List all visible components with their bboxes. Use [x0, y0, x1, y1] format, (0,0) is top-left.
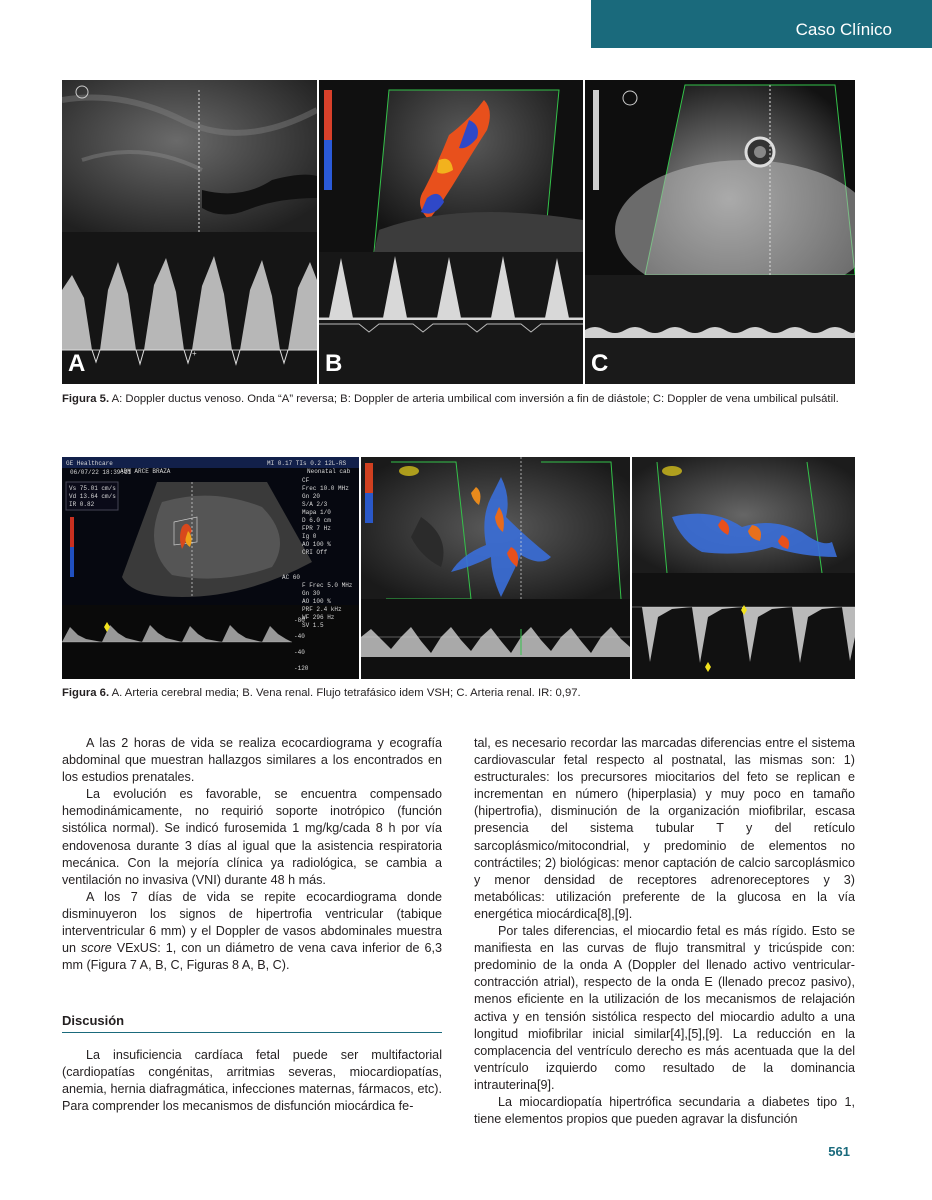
measure-vd: Vd 13.64 cm/s — [69, 493, 116, 500]
figure5-panel-a — [62, 80, 317, 384]
figure6-panel-c — [632, 457, 855, 679]
svg-text:Gn 30: Gn 30 — [302, 590, 321, 597]
paragraph: La evolución es favorable, se encuentra compensado hemodinámicamente, no requirió soporte inotrópico (función sistólica normal). Se indicó furosemida 1 mg/kg/cada 8 h por vía endovenosa durante 3 días al igual que la asistencia respiratoria mecánica. Con la mejoría clínica ya radiológica, se cambia a ventilación no invasiva (VNI) durante 48 h más. — [62, 787, 442, 887]
ultrasound-image — [319, 80, 583, 384]
panel-letter-b: B — [325, 350, 343, 377]
left-column-upper — [62, 735, 442, 974]
svg-text:WF 296 Hz: WF 296 Hz — [302, 614, 335, 621]
svg-text:PRF 2.4 kHz: PRF 2.4 kHz — [302, 606, 342, 613]
paragraph: A las 2 horas de vida se realiza ecocardiograma y ecografía abdominal que muestran hallazgos similares a los encontrados en los estudios prenatales. — [62, 736, 442, 785]
svg-text:AC 60: AC 60 — [282, 574, 301, 581]
screen-header-left: GE Healthcare — [66, 460, 113, 467]
svg-text:-40: -40 — [294, 649, 305, 656]
figure6-caption-text: A. Arteria cerebral media; B. Vena renal. Flujo tetrafásico idem VSH; C. Arteria renal. IR: 0,97. — [109, 687, 581, 699]
left-column-lower — [62, 1047, 442, 1115]
ultrasound-image — [62, 80, 317, 384]
figure6-caption — [62, 686, 856, 701]
svg-text:-120: -120 — [294, 665, 309, 672]
ultrasound-image — [585, 80, 855, 384]
figure6-panel-b — [361, 457, 630, 679]
ultrasound-image — [361, 457, 630, 679]
svg-text:Gn 20: Gn 20 — [302, 493, 321, 500]
paragraph: A los 7 días de vida se repite ecocardiograma donde disminuyeron los signos de hipertrofia ventricular (tabique interventricular 6 mm) y el Doppler de vasos abdominales muestra un score VExUS: 1, con un diámetro de vena cava inferior de 6,3 mm (Figura 7 A, B, C, Figuras 8 A, B, C). — [62, 889, 442, 973]
figure5-caption — [62, 392, 856, 407]
measure-vs: Vs 75.01 cm/s — [69, 485, 116, 492]
paragraph: Por tales diferencias, el miocardio fetal es más rígido. Esto se manifiesta en las curvas de flujo transmitral y tricúspide con: predominio de la onda A (Doppler del llenado activo ventricular-contracción atrial), respecto de la onda E (llenado precoz pasivo), menos eficiente en la utilización de los mecanismos de relajación activa y en tensión sistólica respecto del miocardio adulto a una longitud miofibrilar inicial similar[4],[5],[9]. La reducción en la complacencia del ventrículo derecho es más acentuada que la del ventrículo izquierdo como resultado de la dominancia intrauterina[9]. — [474, 924, 855, 1092]
svg-text:-80: -80 — [294, 617, 305, 624]
section-header-tab — [591, 0, 932, 48]
ultrasound-image — [632, 457, 855, 679]
figure5-caption-text: A: Doppler ductus venoso. Onda “A” reversa; B: Doppler de arteria umbilical com inversión a fin de diástole; C: Doppler de vena umbilical pulsátil. — [109, 393, 839, 405]
paragraph: tal, es necesario recordar las marcadas diferencias entre el sistema cardiovascular fetal respecto al postnatal, las mismas son: 1) estructurales: los precursores miocitarios del feto se replican e incrementan en número (hiperplasia) y muy poco en tamaño (hipertrofia), disminución de la organización miofibrilar, escasa presencia del sistema tubular T y del retículo sarcoplásmico/mitocondrial, y predominio de elementos no contráctiles; 2) biológicas: menor captación de calcio sarcoplásmico y menor densidad de receptores adrenoreceptores y 3) metabólicas: utilización preferente de la glucosa en la vía energética miocárdica[8],[9]. — [474, 736, 855, 921]
right-column — [474, 735, 855, 1128]
figure6-panel-a — [62, 457, 359, 679]
ultrasound-screen — [62, 457, 359, 679]
paragraph: La miocardiopatía hipertrófica secundaria a diabetes tipo 1, tiene elementos propios que pueden agravar la disfunción — [474, 1094, 855, 1127]
paragraph: La insuficiencia cardíaca fetal puede ser multifactorial (cardiopatías congénitas, arritmias severas, miocardiopatías, anemia, hernia diafragmática, infecciones maternas, fármacos, etc). Para comprender los mecanismos de disfunción miocárdica fe- — [62, 1048, 442, 1114]
svg-text:-40: -40 — [294, 633, 305, 640]
screen-date: 06/07/22 18:39:11 — [70, 469, 132, 476]
figure5-caption-label: Figura 5. — [62, 393, 110, 405]
svg-text:FPR 7 Hz: FPR 7 Hz — [302, 525, 331, 532]
svg-text:F Frec 5.0 MHz: F Frec 5.0 MHz — [302, 582, 353, 589]
section-title-discussion: Discusión — [62, 1013, 442, 1033]
svg-text:D 6.0 cm: D 6.0 cm — [302, 517, 331, 524]
svg-text:+: + — [192, 349, 197, 358]
svg-text:CRI Off: CRI Off — [302, 549, 328, 556]
figure6-caption-label: Figura 6. — [62, 687, 110, 699]
svg-text:Frec 10.0 MHz: Frec 10.0 MHz — [302, 485, 349, 492]
svg-text:Ig 0: Ig 0 — [302, 533, 317, 540]
screen-mode: Neonatal cab — [307, 468, 351, 475]
screen-header-mid: ADM ARCE BRAZA — [120, 468, 171, 475]
svg-text:AO 100 %: AO 100 % — [302, 541, 331, 548]
svg-text:Mapa 1/0: Mapa 1/0 — [302, 509, 331, 516]
svg-text:AO 100 %: AO 100 % — [302, 598, 331, 605]
panel-letter-a: A — [68, 350, 86, 377]
figure5-panel-c — [585, 80, 855, 384]
page-number: 561 — [828, 1144, 850, 1159]
section-tag: Caso Clínico — [795, 20, 892, 39]
screen-header-right: MI 0.17 TIs 0.2 12L-RS — [267, 460, 347, 467]
panel-letter-c: C — [591, 350, 609, 377]
figure5-panel-b — [319, 80, 583, 384]
svg-text:CF: CF — [302, 477, 310, 484]
svg-text:SV 1.5: SV 1.5 — [302, 622, 324, 629]
measure-ir: IR 0.82 — [69, 501, 95, 508]
svg-text:S/A 2/3: S/A 2/3 — [302, 501, 328, 508]
